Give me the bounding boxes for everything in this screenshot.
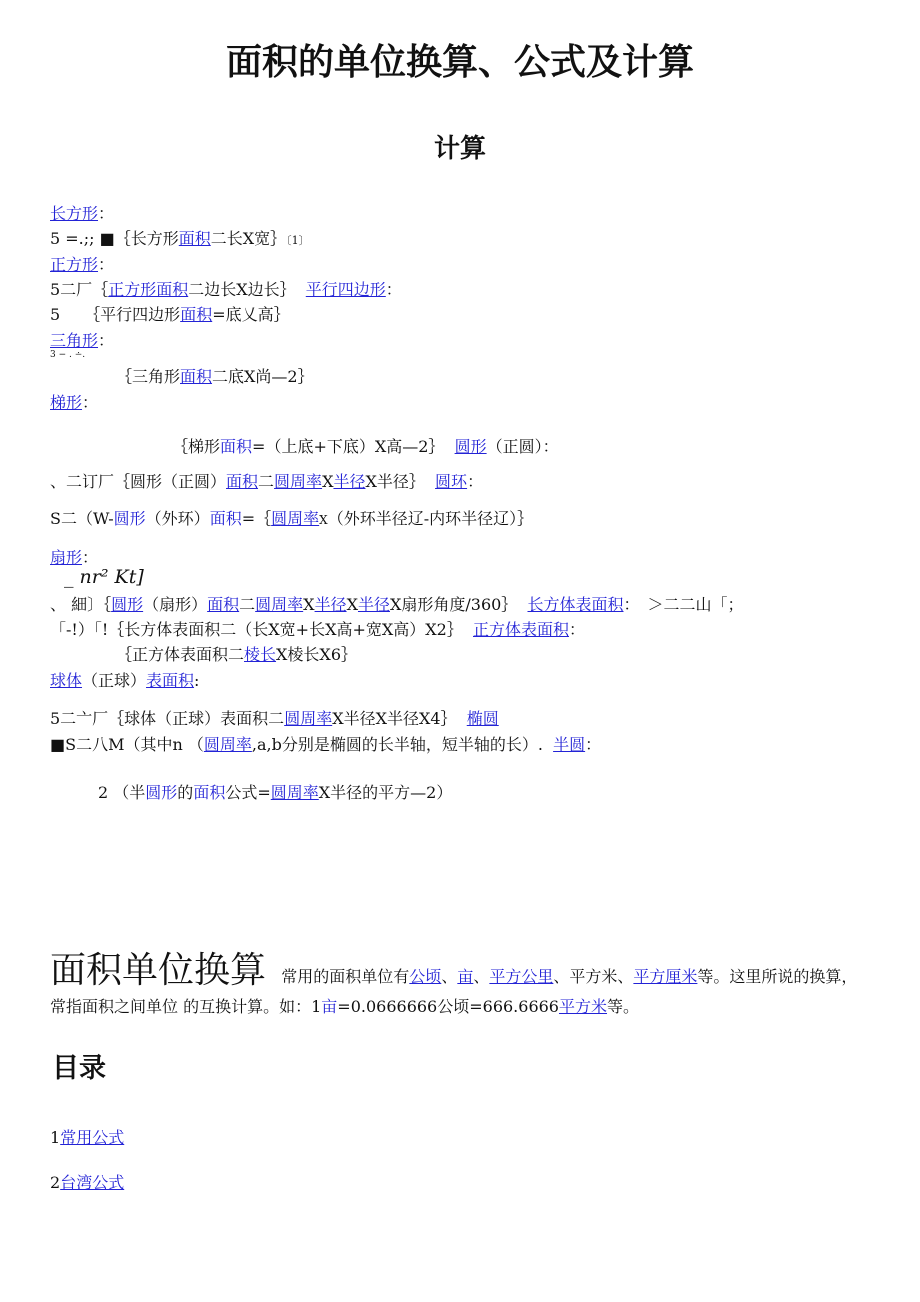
page-title: 面积的单位换算、公式及计算 — [225, 42, 694, 83]
pi-link[interactable]: 圆周率 — [270, 783, 319, 802]
hectare-link[interactable]: 公顷 — [409, 967, 442, 986]
trapezoid-heading: 梯形： — [50, 393, 99, 412]
edge-link[interactable]: 棱长 — [244, 645, 277, 664]
square-area-link[interactable]: 正方形面积 — [108, 280, 189, 299]
toc-link-common-formula[interactable]: 常用公式 — [60, 1128, 125, 1147]
trapezoid-link[interactable]: 梯形 — [50, 393, 83, 412]
cube-formula: ｛正方体表面积二棱长X棱长X6｝ — [116, 645, 357, 664]
pi-link[interactable]: 圆周率 — [203, 735, 252, 754]
sector-formula: 、 細〕｛圆形（扇形）面积二圆周率X半径X半径X扇形角度/360｝ 长方体表面积： ＞二二山「； — [50, 595, 744, 614]
sector-heading: 扇形： — [50, 548, 99, 567]
pi-link[interactable]: 圆周率 — [284, 709, 333, 728]
units-paragraph: 面积单位换算 常用的面积单位有公顷、亩、平方公里、平方米、平方厘米等。这里所说的换算，常指面积之间单位 的互换计算。如：1亩=0.0666666公顷=666.6666平方米等。 — [50, 950, 858, 1016]
cube-area-link[interactable]: 正方体表面积 — [473, 620, 570, 639]
parallelogram-formula: 5 ｛平行四边形面积=底乂高｝ — [50, 305, 290, 324]
sphere-link[interactable]: 球体 — [50, 671, 83, 690]
radius-link[interactable]: 半径 — [314, 595, 347, 614]
semicircle-formula: 2 （半圆形的面积公式=圆周率X半径的平方—2） — [98, 783, 453, 802]
ellipse-link[interactable]: 椭圆 — [466, 709, 499, 728]
parallelogram-link[interactable]: 平行四边形 — [305, 280, 386, 299]
triangle-heading: 三角形： — [50, 331, 115, 350]
circle-link[interactable]: 圆形 — [454, 437, 487, 456]
section-title: 计算 — [433, 134, 486, 164]
area-link[interactable]: 面积 — [178, 229, 211, 248]
area-link[interactable]: 面积 — [180, 367, 213, 386]
sq-m-link[interactable]: 平方米 — [558, 997, 607, 1016]
pi-link[interactable]: 圆周率 — [255, 595, 304, 614]
cuboid-area-link[interactable]: 长方体表面积 — [527, 595, 624, 614]
mu-link[interactable]: 亩 — [457, 967, 474, 986]
toc-heading: 目录 — [52, 1053, 106, 1084]
sphere-formula: 5二亠厂｛球体（正球）表面积二圆周率X半径X半径X4｝ 椭圆 — [50, 709, 499, 728]
toc-item: 2台湾公式 — [50, 1173, 125, 1192]
sq-cm-link[interactable]: 平方厘米 — [633, 967, 698, 986]
units-heading: 面积单位换算 — [50, 950, 267, 991]
area-link[interactable]: 面积 — [226, 472, 259, 491]
sq-km-link[interactable]: 平方公里 — [489, 967, 554, 986]
pi-link[interactable]: 圆周率 — [271, 509, 320, 528]
ellipse-formula: ■S二八M（其中n （圆周率,a,b分别是椭圆的长半轴，短半轴的长）. 半圆： — [50, 735, 602, 754]
surface-area-link[interactable]: 表面积 — [146, 671, 195, 690]
square-heading: 正方形： — [50, 255, 115, 274]
toc-link-taiwan-formula[interactable]: 台湾公式 — [60, 1173, 125, 1192]
rect-formula: 5 =.;; ■｛长方形面积二长X宽｝〔1〕 — [50, 229, 310, 248]
sphere-heading: 球体（正球）表面积: — [50, 671, 200, 690]
ring-formula: S二（W-圆形（外环）面积=｛圆周率X（外环半径辽-内环半径辽）｝ — [50, 509, 534, 528]
rect-link[interactable]: 长方形 — [50, 204, 99, 223]
toc-item: 1常用公式 — [50, 1128, 125, 1147]
square-link[interactable]: 正方形 — [50, 255, 99, 274]
triangle-small-note: 3 − . ∸. — [50, 350, 86, 360]
semicircle-link[interactable]: 半圆 — [553, 735, 586, 754]
triangle-link[interactable]: 三角形 — [50, 331, 99, 350]
pi-link[interactable]: 圆周率 — [274, 472, 323, 491]
area-link[interactable]: 面积 — [180, 305, 213, 324]
radius-link[interactable]: 半径 — [333, 472, 366, 491]
circle-link[interactable]: 圆形 — [111, 595, 144, 614]
ring-link[interactable]: 圆环 — [435, 472, 468, 491]
area-link[interactable]: 面积 — [207, 595, 240, 614]
circle-formula: 、二订厂｛圆形（正圆）面积二圆周率X半径X半径｝ 圆环： — [50, 472, 484, 491]
trapezoid-formula: ｛梯形面积=（上底+下底）X高—2｝ 圆形（正圆）： — [172, 437, 559, 456]
cuboid-formula: 「-!）「!｛长方体表面积二（长X宽+长X高+宽X高）X2｝ 正方体表面积： — [50, 620, 586, 639]
rect-heading: 长方形： — [50, 204, 115, 223]
radius-link[interactable]: 半径 — [357, 595, 390, 614]
triangle-formula: ｛三角形面积二底X尚—2｝ — [116, 367, 314, 386]
sector-link[interactable]: 扇形 — [50, 548, 83, 567]
square-formula: 5二厂｛正方形面积二边长X边长｝ 平行四边形： — [50, 280, 402, 299]
sector-italic-formula: _ nr² Kt] — [64, 566, 144, 588]
